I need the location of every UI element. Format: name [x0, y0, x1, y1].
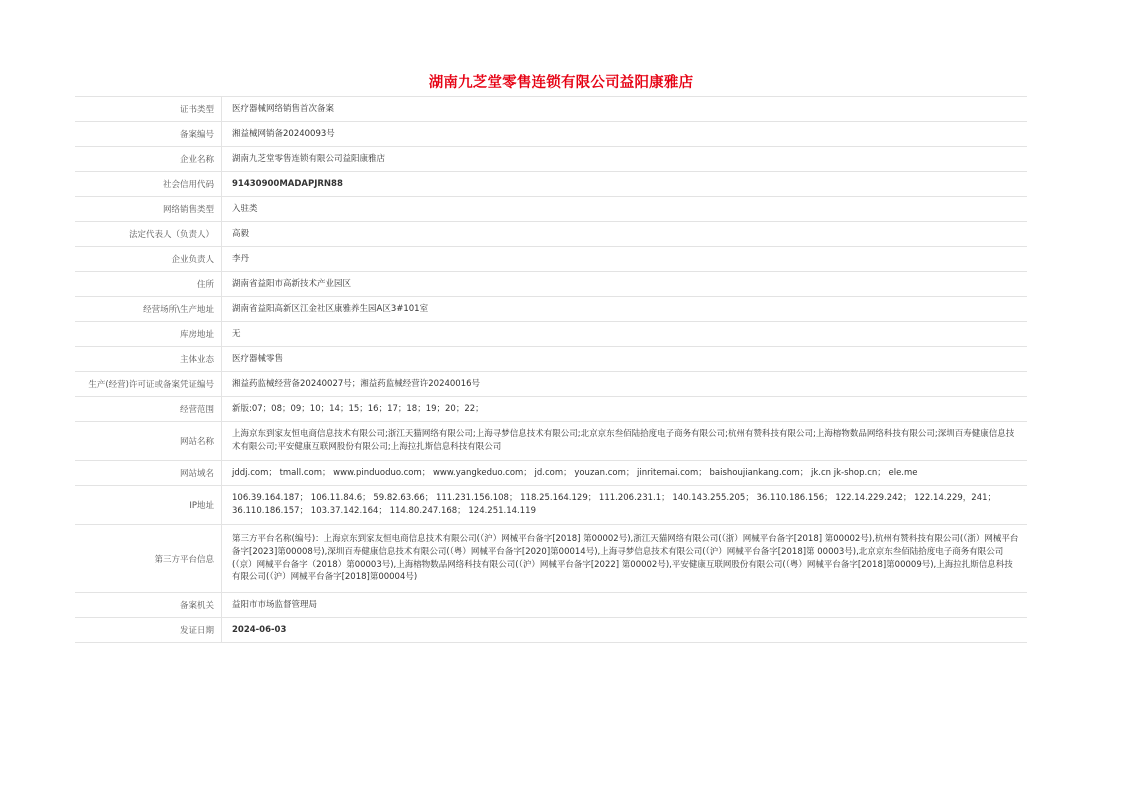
row-label-sales-type: 网络销售类型 — [75, 197, 222, 221]
row-label-residence: 住所 — [75, 272, 222, 296]
row-value-website-name — [222, 422, 1027, 460]
table-row — [75, 197, 1027, 222]
row-value-business-scope: 新版:07；08；09；10；14；15；16；17；18；19；20；22； — [232, 403, 484, 414]
row-label-business-format: 主体业态 — [75, 347, 222, 371]
row-label-license-number: 生产(经营)许可证或备案凭证编号 — [75, 372, 222, 396]
table-row — [75, 172, 1027, 197]
table-row — [75, 593, 1027, 618]
third-party-text: 第三方平台名称(编号)：上海京东到家友恒电商信息技术有限公司(（沪）网械平台备字[2018] 第00002号),浙江天猫网络有限公司(（浙）网械平台备字[2018] 第00002号),杭州有赞科技有限公司(（浙）网械平台备字[2023]第00008号),深圳百寿健康信息技术有限公司(（粤）网械平台备字[2020]第00014号),上海寻梦信息技术有限公司(（沪）网械平台备字[2018]第 00003号),北京京东叁佰陆拾度电子商务有限公司(（京）网械平台备字（2018）第00003号),上海榕物数品网络科技有限公司(（沪）网械平台备字[2022] 第00002号),平安健康互联网股份有限公司(（粤）网械平台备字[2018]第00009号),上海拉扎斯信息科技有限公司(（沪）网械平台备字[2018]第00004号) — [232, 534, 1019, 583]
row-label-business-scope: 经营范围 — [75, 397, 222, 421]
table-row — [75, 372, 1027, 397]
row-value-cert-type: 医疗器械网络销售首次备案 — [232, 103, 335, 114]
website-name-text: 上海京东到家友恒电商信息技术有限公司;浙江天猫网络有限公司;上海寻梦信息技术有限公司;北京京东叁佰陆拾度电子商务有限公司;杭州有赞科技有限公司;上海榕物数品网络科技有限公司;深圳百寿健康信息技术有限公司;平安健康互联网股份有限公司;上海拉扎斯信息科技有限公司 — [232, 429, 1015, 452]
ip-address-text: 106.39.164.187； 106.11.84.6； 59.82.63.66； 111.231.156.108； 118.25.164.129； 111.206.231.1； 140.143.255.205； 36.110.186.156； 122.14.229.242； 122.14.229，241； 36.110.186.157； 103.37.142.164； 114.80.247.168； 124.251.14.119 — [232, 493, 997, 516]
row-label-business-address: 经营场所\生产地址 — [75, 297, 222, 321]
row-label-company-name: 企业名称 — [75, 147, 222, 171]
table-row — [75, 422, 1027, 461]
table-row — [75, 397, 1027, 422]
table-row — [75, 222, 1027, 247]
row-value-credit-code: 91430900MADAPJRN88 — [232, 178, 343, 189]
table-row — [75, 525, 1027, 593]
row-value-business-format: 医疗器械零售 — [232, 353, 284, 364]
row-label-website-domain: 网站域名 — [75, 461, 222, 485]
table-row — [75, 147, 1027, 172]
row-value-record-number: 湘益械网销备20240093号 — [232, 128, 335, 139]
table-row — [75, 618, 1027, 643]
row-value-business-address: 湖南省益阳高新区江金社区康雅养生园A区3#101室 — [232, 303, 429, 314]
row-value-third-party — [222, 525, 1027, 592]
row-value-legal-rep: 高毅 — [232, 228, 250, 239]
table-row — [75, 297, 1027, 322]
row-label-authority: 备案机关 — [75, 593, 222, 617]
table-row — [75, 347, 1027, 372]
row-label-credit-code: 社会信用代码 — [75, 172, 222, 196]
table-row — [75, 461, 1027, 486]
row-label-website-name: 网站名称 — [75, 422, 222, 460]
row-label-legal-rep: 法定代表人（负责人） — [75, 222, 222, 246]
row-value-residence: 湖南省益阳市高新技术产业园区 — [232, 278, 352, 289]
table-row — [75, 122, 1027, 147]
row-label-ip-address: IP地址 — [75, 486, 222, 524]
row-value-authority: 益阳市市场监督管理局 — [232, 599, 318, 610]
row-label-record-number: 备案编号 — [75, 122, 222, 146]
table-row — [75, 272, 1027, 297]
row-value-company-head: 李丹 — [232, 253, 250, 264]
row-value-license-number: 湘益药监械经营备20240027号；湘益药监械经营许20240016号 — [232, 378, 481, 389]
row-value-warehouse-address: 无 — [232, 328, 241, 339]
row-label-cert-type: 证书类型 — [75, 97, 222, 121]
row-value-company-name: 湖南九芝堂零售连锁有限公司益阳康雅店 — [232, 153, 386, 164]
table-row — [75, 322, 1027, 347]
row-label-company-head: 企业负责人 — [75, 247, 222, 271]
record-table — [75, 96, 1027, 643]
row-label-third-party: 第三方平台信息 — [75, 525, 222, 592]
page-title: 湖南九芝堂零售连锁有限公司益阳康雅店 — [428, 75, 694, 91]
table-row — [75, 97, 1027, 122]
row-value-sales-type: 入驻类 — [232, 203, 258, 214]
row-value-website-domain: jddj.com； tmall.com； www.pinduoduo.com； www.yangkeduo.com； jd.com； youzan.com； jinritemai.com； baishoujiankang.com； jk.cn jk-shop.cn； ele.me — [232, 467, 918, 478]
table-row — [75, 486, 1027, 525]
row-value-ip-address — [222, 486, 1027, 524]
row-label-issue-date: 发证日期 — [75, 618, 222, 642]
table-row — [75, 247, 1027, 272]
row-label-warehouse-address: 库房地址 — [75, 322, 222, 346]
row-value-issue-date: 2024-06-03 — [232, 624, 287, 635]
